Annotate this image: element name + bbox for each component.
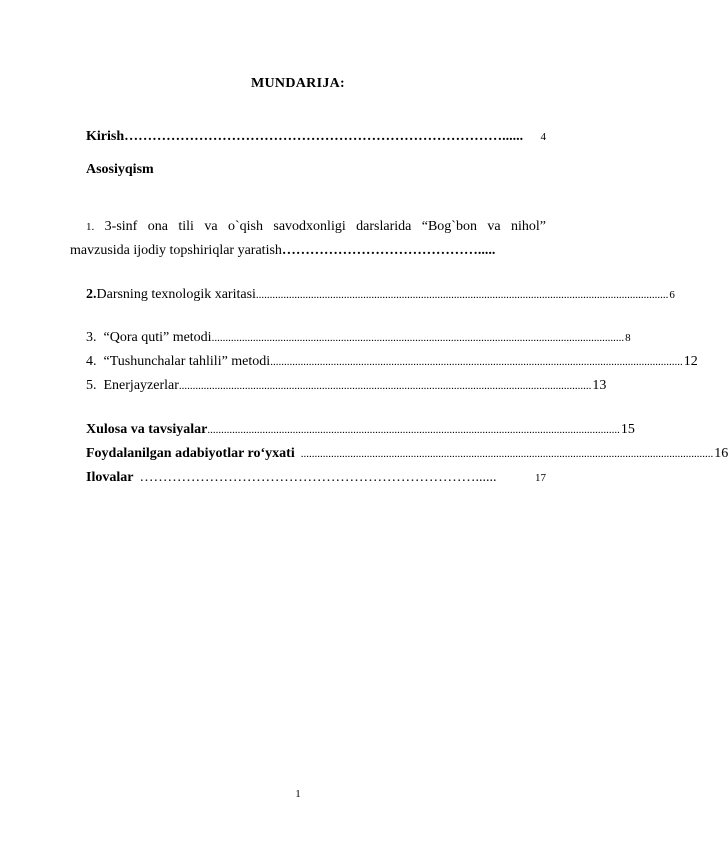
toc-entry-1[interactable] [70, 215, 546, 262]
toc-page-number: 13 [592, 378, 607, 393]
toc-leader-dots: ...................................................................................................................................................... [255, 289, 669, 301]
toc-page-number: 4 [540, 131, 546, 143]
toc-leader-dots: ...................................................................................................................................................... [270, 356, 683, 368]
toc-leader-dots: ...................................................................................................................................................... [211, 332, 625, 344]
toc-leader-dots: ……………………………………..... [281, 243, 496, 258]
toc-entry-5[interactable] [86, 378, 607, 394]
toc-label: 3-sinf ona tili va o`qish savodxonligi darslarida “Bog`bon va nihol” [104, 219, 547, 234]
toc-page-number: 17 [535, 472, 546, 484]
toc-label: mavzusida ijodiy topshiriqlar yaratish [70, 243, 282, 258]
toc-entry-3[interactable] [86, 330, 631, 346]
toc-entry-ilovalar[interactable] [86, 470, 546, 486]
toc-number: 4. [86, 354, 97, 369]
toc-page-number: 6 [669, 289, 675, 301]
toc-entry-1-line1 [70, 215, 546, 239]
toc-label: Enerjayzerlar [103, 378, 179, 393]
toc-page-number: 12 [683, 354, 698, 369]
toc-label: Darsning texnologik xaritasi [96, 287, 256, 302]
toc-leader-dots: ...................................................................................................................................................... [207, 424, 620, 436]
page-title: MUNDARIJA: [251, 76, 345, 91]
toc-label: “Tushunchalar tahlili” metodi [103, 354, 271, 369]
toc-leader-dots: ...................................................................................................................................................... [178, 380, 592, 392]
toc-page-number: 8 [625, 332, 631, 344]
toc-entry-1-line2 [70, 239, 546, 262]
toc-entry-4[interactable] [86, 354, 698, 370]
toc-entry-kirish[interactable] [86, 129, 546, 145]
toc-entry-foydalanilgan[interactable] [86, 446, 728, 462]
toc-label-wrap [86, 287, 256, 303]
toc-number: 1. [86, 221, 95, 233]
toc-page-number: 15 [620, 422, 635, 437]
toc-entry-2[interactable] [86, 287, 675, 303]
toc-heading-asosiy: Asosiyqism [86, 162, 154, 177]
toc-label: Kirish [86, 129, 125, 144]
toc-number: 5. [86, 378, 97, 393]
toc-leader-dots: ...................................................................................................................................................... [300, 448, 714, 460]
toc-leader-dots: ………………………………………………………………...... [139, 470, 497, 485]
page-number: 1 [295, 788, 301, 800]
toc-page-number: 16 [714, 446, 728, 461]
toc-number: 2. [86, 287, 97, 302]
toc-label: Ilovalar [86, 470, 134, 485]
toc-label-wrap [86, 330, 212, 346]
toc-label: Foydalanilgan adabiyotlar ro‘yxati [86, 446, 295, 461]
toc-leader-dots: ………………………………………………………………………...... [124, 129, 524, 144]
toc-label: Xulosa va tavsiyalar [86, 422, 208, 437]
toc-label-wrap [86, 378, 179, 394]
toc-label-wrap [86, 354, 270, 370]
toc-entry-xulosa[interactable] [86, 422, 635, 438]
toc-label: “Qora quti” metodi [103, 330, 212, 345]
toc-number: 3. [86, 330, 97, 345]
